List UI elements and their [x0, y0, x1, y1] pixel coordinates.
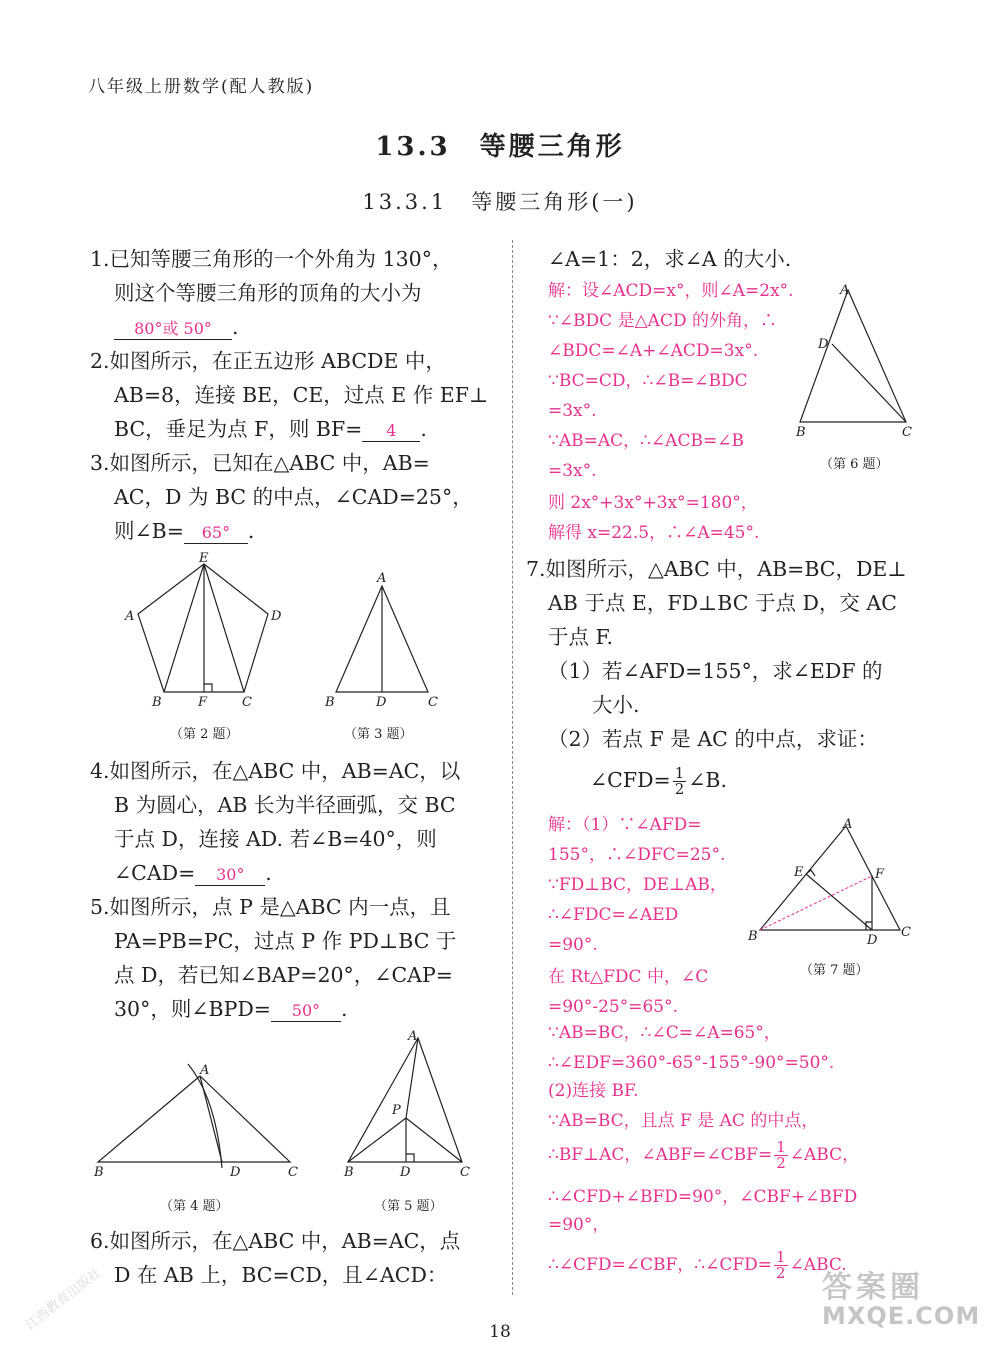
q3-line2: AC，D 为 BC 的中点，∠CAD=25°，: [114, 485, 473, 509]
fig5-label-B: B: [344, 1165, 354, 1180]
sol6-line8: 则 2x°+3x°+3x°=180°，: [548, 493, 758, 513]
fig5-label-P: P: [392, 1103, 401, 1118]
sol6-line6: ∵AB=AC，∴∠ACB=∠B: [548, 431, 744, 451]
sol7-line15: ∴∠CFD=∠CBF，∴∠CFD= $\frac{1}{2}$ ∠ABC.: [548, 1248, 847, 1282]
fig3-caption: （第 3 题）: [344, 727, 413, 742]
page-number: 18: [489, 1322, 511, 1342]
sol7-line11: ∵AB=BC，且点 F 是 AC 的中点，: [548, 1111, 819, 1131]
fig4-label-D: D: [230, 1165, 241, 1180]
q1-answer-line: 80°或 50° .: [114, 314, 239, 340]
fig7-label-C: C: [901, 925, 911, 940]
figures-2-3: [110, 552, 500, 748]
fig3-triangle: [336, 586, 428, 692]
q1-line1: 1.已知等腰三角形的一个外角为 130°，: [90, 247, 453, 271]
q3-line1: 3.如图所示，已知在△ABC 中，AB=: [90, 451, 430, 475]
sol7-line3: ∵FD⊥BC，DE⊥AB，: [548, 875, 727, 895]
fig2-label-F: F: [198, 695, 208, 710]
q4-line4: ∠CAD= 30° .: [114, 861, 272, 885]
sol7-line2: 155°，∴∠DFC=25°.: [548, 845, 726, 865]
sol6-line7: =3x°.: [548, 461, 597, 481]
section-title: 13.3 等腰三角形: [375, 132, 625, 162]
q5-line3: 点 D，若已知∠BAP=20°，∠CAP=: [114, 963, 453, 987]
fig3-label-D: D: [376, 695, 387, 710]
column-divider: [512, 240, 513, 1295]
fig2-label-C: C: [242, 695, 252, 710]
fig7-label-D: D: [867, 933, 878, 948]
q7-proof-statement: ∠CFD= $\frac{1}{2}$ ∠B.: [590, 764, 728, 798]
site-logo: [822, 1262, 980, 1330]
fig7-dashed-BF: [760, 876, 872, 930]
fig2-label-E: E: [199, 552, 209, 566]
sol6-line3: ∠BDC=∠A+∠ACD=3x°.: [548, 341, 759, 361]
fig2-pentagon: [138, 564, 268, 692]
fig4-triangle: [98, 1064, 290, 1168]
sol6-line4: ∵BC=CD，∴∠B=∠BDC: [548, 371, 748, 391]
fig7-label-B: B: [748, 929, 758, 944]
q2-line2: AB=8，连接 BE，CE，过点 E 作 EF⊥: [114, 383, 489, 407]
figure-6: [786, 276, 920, 476]
fig6-caption: （第 6 题）: [820, 457, 889, 472]
q1-answer: 80°或 50°: [114, 319, 232, 340]
logo-text: 答案圈: [822, 1270, 924, 1305]
q2-line1: 2.如图所示，在正五边形 ABCDE 中，: [90, 349, 446, 373]
sol7-line12: ∴BF⊥AC，∠ABF=∠CBF= $\frac{1}{2}$ ∠ABC，: [548, 1138, 860, 1172]
q2-answer: 4: [362, 421, 420, 442]
q3-line3: 则∠B= 65° .: [114, 519, 255, 543]
watermark-text: 江西教育出版社: [23, 1265, 105, 1334]
q7-part1-line1: （1）若∠AFD=155°，求∠EDF 的: [548, 659, 883, 683]
q7-line1: 7.如图所示，△ABC 中，AB=BC，DE⊥: [526, 557, 907, 581]
sol7-line5: =90°.: [548, 935, 598, 955]
fig7-label-F: F: [875, 867, 885, 882]
fig3-label-A: A: [377, 571, 387, 586]
q5-line2: PA=PB=PC，过点 P 作 PD⊥BC 于: [114, 929, 457, 953]
sol6-line2: ∵∠BDC 是△ACD 的外角，∴: [548, 311, 777, 331]
q6-line3: ∠A=1：2，求∠A 的大小.: [548, 247, 792, 271]
q4-line3: 于点 D，连接 AD. 若∠B=40°，则: [114, 827, 437, 851]
fig3-label-B: B: [325, 695, 335, 710]
q7-part1-line2: 大小.: [592, 693, 640, 717]
fig6-label-D: D: [818, 337, 829, 352]
fig4-label-A: A: [200, 1063, 210, 1078]
book-header: 八年级上册数学(配人教版): [88, 77, 315, 97]
sol7-line6: 在 Rt△FDC 中，∠C: [548, 967, 709, 987]
q5-line1: 5.如图所示，点 P 是△ABC 内一点，且: [90, 895, 451, 919]
q4-line2: B 为圆心，AB 长为半径画弧，交 BC: [114, 793, 456, 817]
fig4-label-C: C: [288, 1165, 298, 1180]
fig7-caption: （第 7 题）: [800, 963, 869, 978]
sol7-line10: (2)连接 BF.: [548, 1081, 639, 1101]
sol6-line9: 解得 x=22.5，∴∠A=45°.: [548, 523, 760, 543]
q7-line2: AB 于点 E，FD⊥BC 于点 D，交 AC: [548, 591, 897, 615]
q7-line3: 于点 F.: [548, 625, 614, 649]
fig6-label-B: B: [796, 425, 806, 440]
q4-answer: 30°: [195, 865, 265, 886]
fig5-label-A: A: [408, 1029, 418, 1044]
fig7-label-A: A: [843, 817, 853, 832]
fig2-caption: （第 2 题）: [170, 727, 239, 742]
fig4-label-B: B: [94, 1165, 104, 1180]
sol7-line4: ∴∠FDC=∠AED: [548, 905, 679, 925]
fig2-label-A: A: [125, 609, 135, 624]
fig5-caption: （第 5 题）: [374, 1199, 443, 1214]
q3-answer: 65°: [184, 523, 248, 544]
fig5-label-C: C: [460, 1165, 470, 1180]
q1-line2: 则这个等腰三角形的顶角的大小为: [114, 281, 422, 305]
fig7-label-E: E: [794, 865, 804, 880]
fig5-label-D: D: [400, 1165, 411, 1180]
q6-line1: 6.如图所示，在△ABC 中，AB=AC，点: [90, 1229, 461, 1253]
fig6-triangle: [800, 290, 906, 422]
q5-answer: 50°: [271, 1001, 341, 1022]
sol7-line14: =90°，: [548, 1215, 610, 1235]
sol7-line13: ∴∠CFD+∠BFD=90°，∠CBF+∠BFD: [548, 1187, 858, 1207]
sol7-line7: =90°-25°=65°.: [548, 997, 679, 1017]
q7-part2: （2）若点 F 是 AC 的中点，求证：: [548, 727, 878, 751]
fig6-label-C: C: [902, 425, 912, 440]
figure-7: [744, 812, 920, 984]
sol6-line1: 解：设∠ACD=x°，则∠A=2x°.: [548, 281, 794, 301]
q2-line3: BC，垂足为点 F，则 BF= 4 .: [114, 417, 427, 441]
q4-line1: 4.如图所示，在△ABC 中，AB=AC，以: [90, 759, 461, 783]
sol7-line1: 解：（1）∵∠AFD=: [548, 815, 702, 835]
sol6-line5: =3x°.: [548, 401, 597, 421]
fig3-label-C: C: [428, 695, 438, 710]
fig2-label-B: B: [152, 695, 162, 710]
fig6-label-A: A: [840, 283, 850, 298]
fig4-caption: （第 4 题）: [160, 1199, 229, 1214]
subsection-title: 13.3.1 等腰三角形(一): [362, 190, 638, 214]
fig2-label-D: D: [271, 609, 282, 624]
fig5-triangle: [348, 1038, 462, 1162]
figures-4-5: [88, 1028, 488, 1218]
sol7-line8: ∵AB=BC，∴∠C=∠A=65°，: [548, 1023, 781, 1043]
q5-line4: 30°，则∠BPD= 50° .: [114, 997, 348, 1021]
q6-line2: D 在 AB 上，BC=CD，且∠ACD：: [114, 1263, 448, 1287]
logo-domain: MXQE.COM: [822, 1302, 981, 1330]
sol7-line9: ∴∠EDF=360°-65°-155°-90°=50°.: [548, 1053, 835, 1073]
